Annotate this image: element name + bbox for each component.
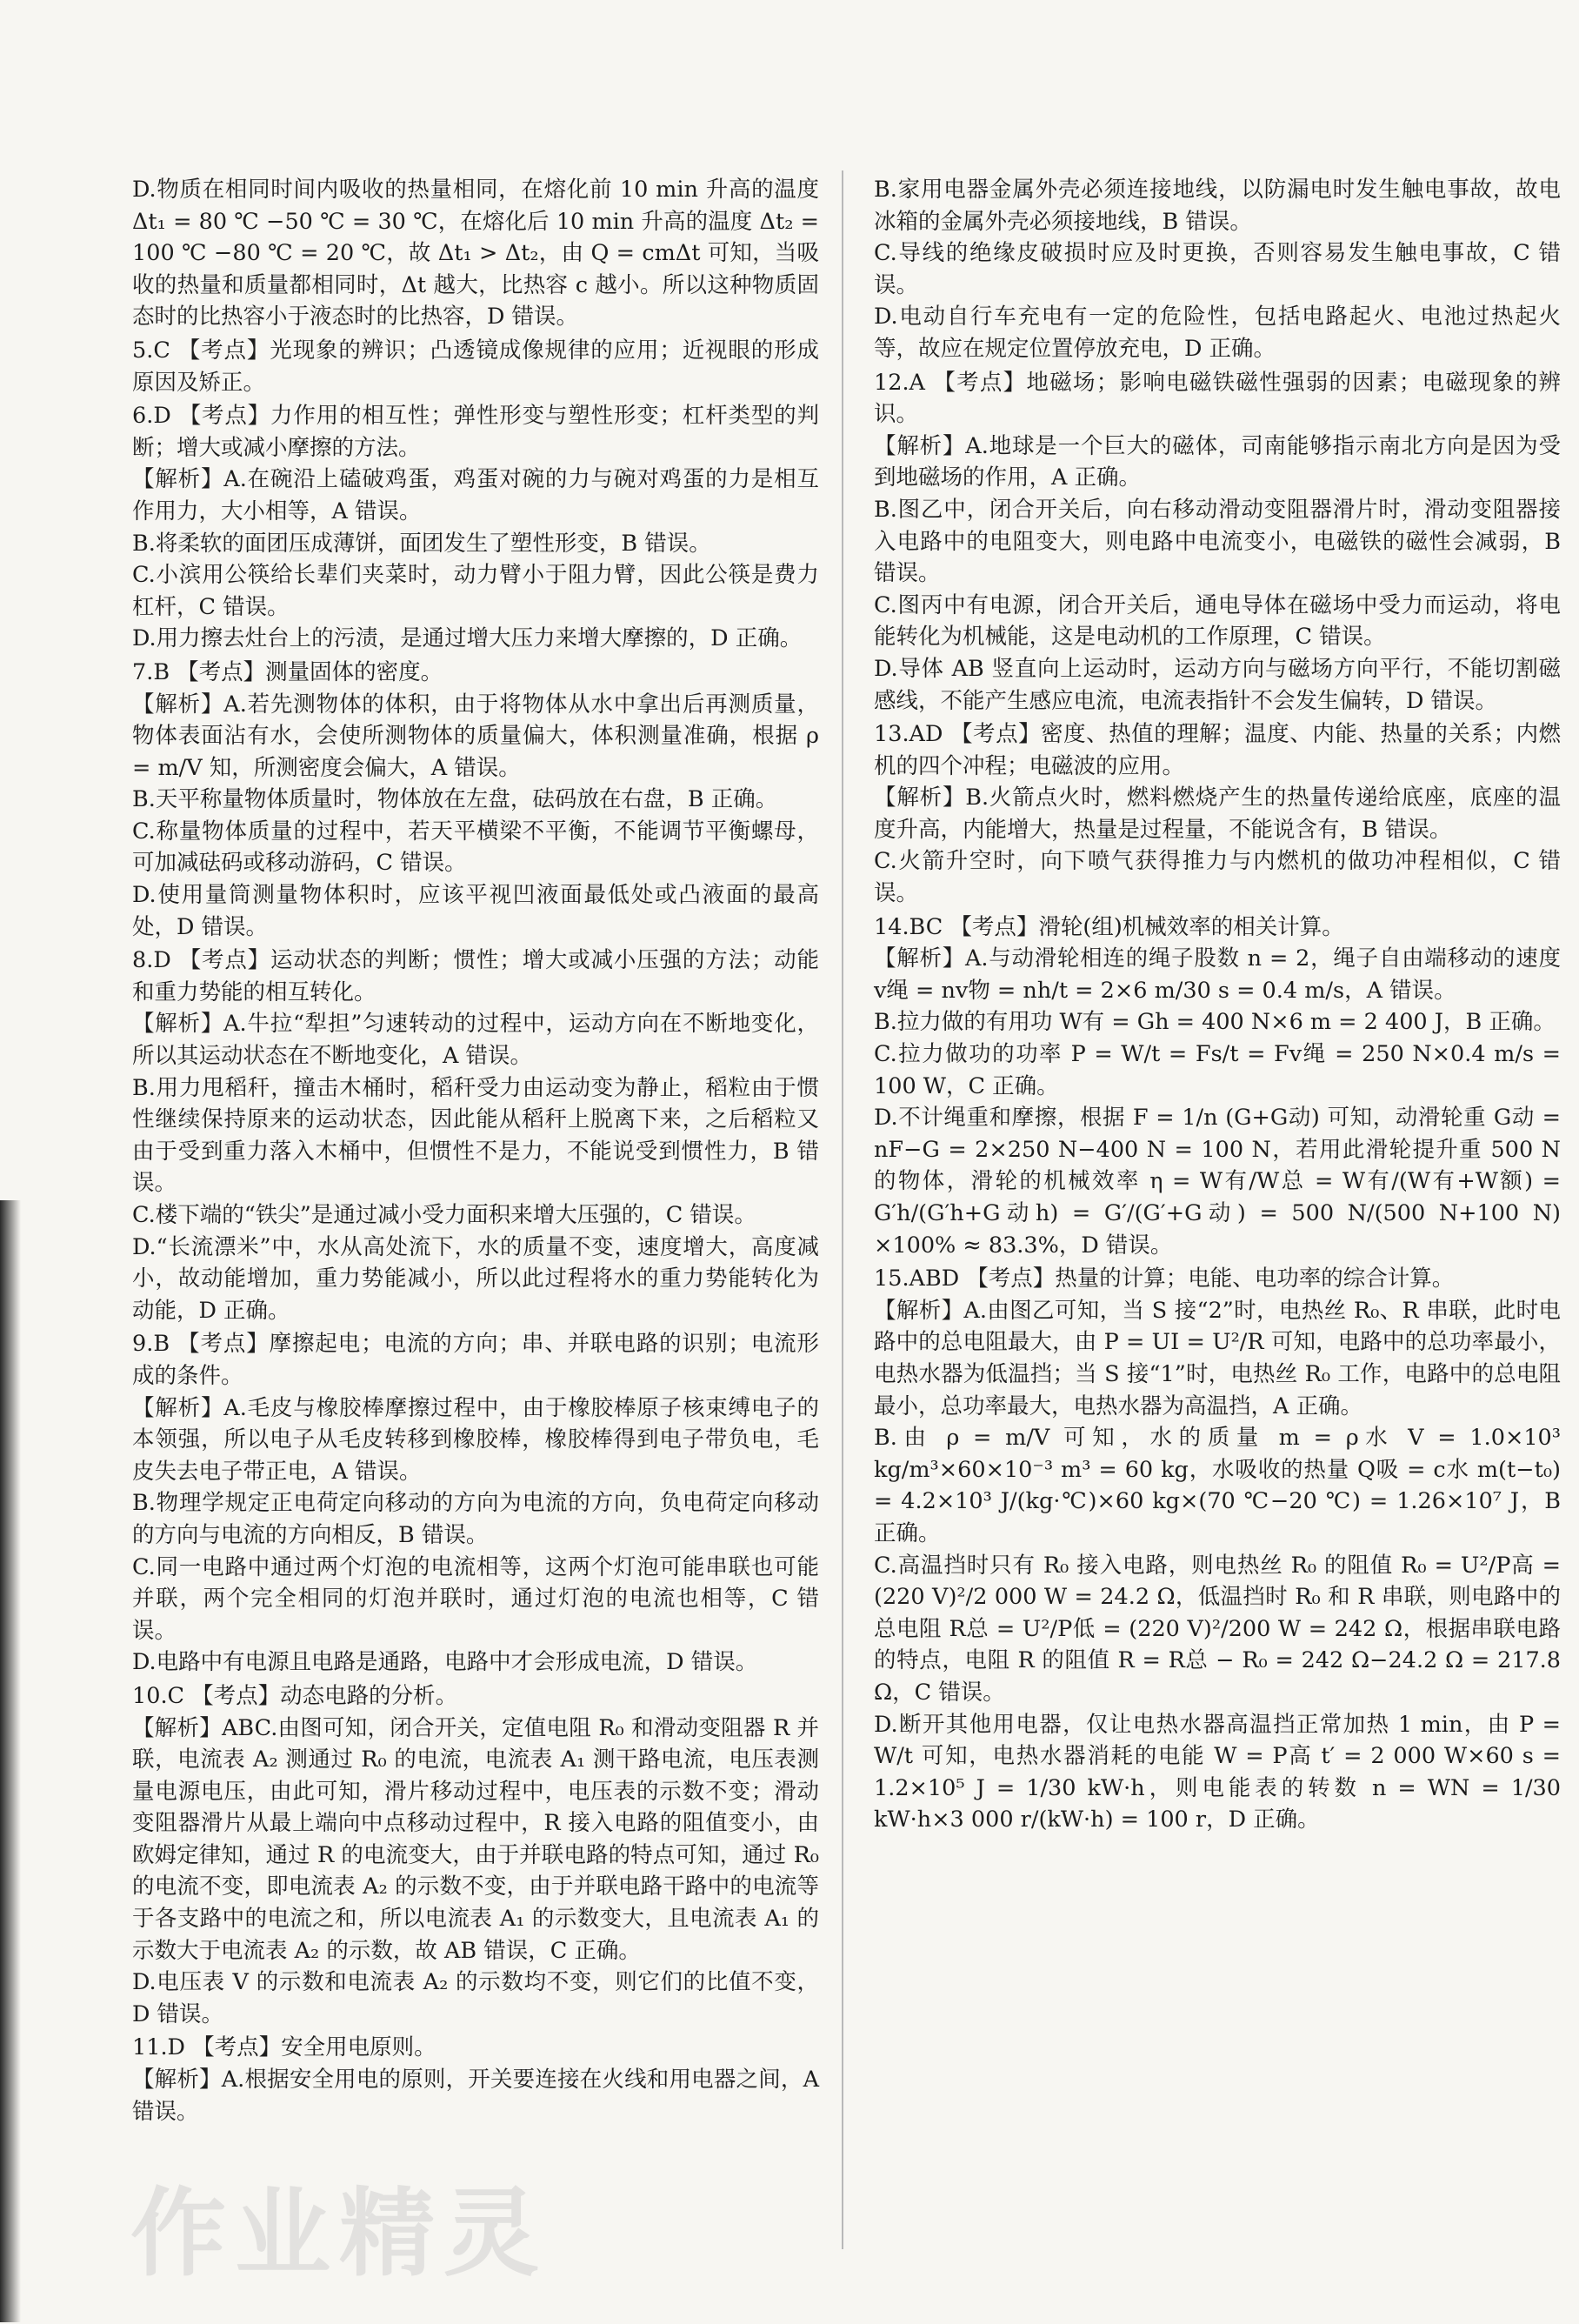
line: D.不计绳重和摩擦，根据 F = 1/n (G+G动) 可知，动滑轮重 G动 = nF−G = 2×250 N−400 N = 100 N，若用此滑轮提升重 500 N 的物体，滑轮的机械效率 η = W有/W总 = W有/(W有+W额) = G′h/(G′h+G动h) = G′/(G′+G动) = 500 N/(500 N+100 N) ×100% ≈ 83.3%，D 错误。 <box>874 1105 1561 1259</box>
answer-10: 10.C 【考点】动态电路的分析。 <box>132 1682 458 1709</box>
line: C.称量物体质量的过程中，若天平横梁不平衡，不能调节平衡螺母，可加减砝码或移动游码，C 错误。 <box>132 818 819 877</box>
answer-8: 8.D 【考点】运动状态的判断；惯性；增大或减小压强的方法；动能和重力势能的相互转化。 <box>132 947 819 1005</box>
line: D.电动自行车充电有一定的危险性，包括电路起火、电池过热起火等，故应在规定位置停放充电，D 正确。 <box>874 304 1561 362</box>
answer-7: 7.B 【考点】测量固体的密度。 <box>132 658 443 685</box>
line: D.电压表 V 的示数和电流表 A₂ 的示数均不变，则它们的比值不变，D 错误。 <box>132 1969 819 2027</box>
left-column <box>132 174 819 2127</box>
page-edge-shadow <box>0 1200 21 2322</box>
analysis: 【解析】A.在碗沿上磕破鸡蛋，鸡蛋对碗的力与碗对鸡蛋的力是相互作用力，大小相等，A 错误。 <box>132 466 819 524</box>
line: B.图乙中，闭合开关后，向右移动滑动变阻器滑片时，滑动变阻器接入电路中的电阻变大，则电路中电流变小，电磁铁的磁性会减弱，B 错误。 <box>874 496 1561 587</box>
line: B.家用电器金属外壳必须连接地线，以防漏电时发生触电事故，故电冰箱的金属外壳必须接地线，B 错误。 <box>874 177 1561 235</box>
answer-14: 14.BC 【考点】滑轮(组)机械效率的相关计算。 <box>874 913 1344 940</box>
line: B.物理学规定正电荷定向移动的方向为电流的方向，负电荷定向移动的方向与电流的方向相反，B 错误。 <box>132 1490 819 1548</box>
line: C.小滨用公筷给长辈们夹菜时，动力臂小于阻力臂，因此公筷是费力杠杆，C 错误。 <box>132 562 819 620</box>
line: B.天平称量物体质量时，物体放在左盘，砝码放在右盘，B 正确。 <box>132 786 778 813</box>
line: B.将柔软的面团压成薄饼，面团发生了塑性形变，B 错误。 <box>132 530 711 557</box>
analysis: 【解析】A.地球是一个巨大的磁体，司南能够指示南北方向是因为受到地磁场的作用，A 正确。 <box>874 432 1561 491</box>
right-column <box>874 174 1561 1836</box>
line: D.用力擦去灶台上的污渍，是通过增大压力来增大摩擦的，D 正确。 <box>132 625 803 652</box>
analysis: 【解析】B.火箭点火时，燃料燃烧产生的热量传递给底座，底座的温度升高，内能增大，热量是过程量，不能说含有，B 错误。 <box>874 785 1561 843</box>
analysis: 【解析】A.由图乙可知，当 S 接“2”时，电热丝 R₀、R 串联，此时电路中的总电阻最大，由 P = UI = U²/R 可知，电路中的总功率最小，电热水器为低温挡；当 S 接“1”时，电热丝 R₀ 工作，电路中的总电阻最小，总功率最大，电热水器为高温挡，A 正确。 <box>874 1297 1561 1419</box>
answer-9: 9.B 【考点】摩擦起电；电流的方向；串、并联电路的识别；电流形成的条件。 <box>132 1331 819 1389</box>
analysis: 【解析】ABC.由图可知，闭合开关，定值电阻 R₀ 和滑动变阻器 R 并联，电流表 A₂ 测通过 R₀ 的电流，电流表 A₁ 测干路电流，电压表测量电源电压，由此可知，滑片移动过程中，电压表的示数不变；滑动变阻器滑片从最上端向中点移动过程中，R 接入电路的阻值变小，由欧姆定律知，通过 R 的电流变大，由于并联电路的特点可知，通过 R₀ 的电流不变，即电流表 A₂ 的示数不变，由于并联电路干路中的电流等于各支路中的电流之和，所以电流表 A₁ 的示数变大，且电流表 A₁ 的示数大于电流表 A₂ 的示数，故 AB 错误，C 正确。 <box>132 1714 819 1964</box>
line: D.电路中有电源且电路是通路，电路中才会形成电流，D 错误。 <box>132 1649 758 1676</box>
line: C.拉力做功的功率 P = W/t = Fs/t = Fv绳 = 250 N×0.4 m/s = 100 W，C 正确。 <box>874 1041 1561 1099</box>
line: D.“长流漂米”中，水从高处流下，水的质量不变，速度增大，高度减小，故动能增加，重力势能减小，所以此过程将水的重力势能转化为动能，D 正确。 <box>132 1233 819 1324</box>
answer-6: 6.D 【考点】力作用的相互性；弹性形变与塑性形变；杠杆类型的判断；增大或减小摩擦的方法。 <box>132 403 819 461</box>
analysis: 【解析】A.牛拉“犁担”匀速转动的过程中，运动方向在不断地变化，所以其运动状态在不断地变化，A 错误。 <box>132 1011 819 1070</box>
line: D.断开其他用电器，仅让电热水器高温挡正常加热 1 min，由 P = W/t 可知，电热水器消耗的电能 W = P高 t′ = 2 000 W×60 s = 1.2×10⁵ J = 1/30 kW·h，则电能表的转数 n = WN = 1/30 kW·h×3 000 r/(kW·h) = 100 r，D 正确。 <box>874 1711 1561 1833</box>
answer-12: 12.A 【考点】地磁场；影响电磁铁磁性强弱的因素；电磁现象的辨识。 <box>874 369 1561 428</box>
line: C.同一电路中通过两个灯泡的电流相等，这两个灯泡可能串联也可能并联，两个完全相同的灯泡并联时，通过灯泡的电流也相等，C 错误。 <box>132 1553 819 1644</box>
line: C.火箭升空时，向下喷气获得推力与内燃机的做功冲程相似，C 错误。 <box>874 848 1561 907</box>
answer-11: 11.D 【考点】安全用电原则。 <box>132 2034 436 2061</box>
line: C.楼下端的“铁尖”是通过减小受力面积来增大压强的，C 错误。 <box>132 1202 756 1228</box>
watermark-text: 作业精灵 <box>130 2178 548 2289</box>
analysis: 【解析】A.与动滑轮相连的绳子股数 n = 2，绳子自由端移动的速度 v绳 = nv物 = nh/t = 2×6 m/30 s = 0.4 m/s，A 错误。 <box>874 945 1561 1004</box>
answer-15: 15.ABD 【考点】热量的计算；电能、电功率的综合计算。 <box>874 1266 1455 1292</box>
line: B.由 ρ = m/V 可知，水的质量 m = ρ水 V = 1.0×10³ kg/m³×60×10⁻³ m³ = 60 kg，水吸收的热量 Q吸 = c水 m(t−t₀) = 4.2×10³ J/(kg·℃)×60 kg×(70 ℃−20 ℃) = 1.26×10⁷ J，B 正确。 <box>874 1425 1561 1546</box>
column-divider <box>842 170 843 2249</box>
line: D.使用量筒测量物体积时，应该平视凹液面最低处或凸液面的最高处，D 错误。 <box>132 882 819 940</box>
line: C.高温挡时只有 R₀ 接入电路，则电热丝 R₀ 的阻值 R₀ = U²/P高 = (220 V)²/2 000 W = 24.2 Ω，低温挡时 R₀ 和 R 串联，则电路中的总电阻 R总 = U²/P低 = (220 V)²/200 W = 242 Ω，根据串联电路的特点，电阻 R 的阻值 R = R总 − R₀ = 242 Ω−24.2 Ω = 217.8 Ω，C 错误。 <box>874 1552 1561 1706</box>
line: D.物质在相同时间内吸收的热量相同，在熔化前 10 min 升高的温度 Δt₁ = 80 ℃ −50 ℃ = 30 ℃，在熔化后 10 min 升高的温度 Δt₂ = 100 ℃ −80 ℃ = 20 ℃，故 Δt₁ > Δt₂，由 Q = cmΔt 可知，当吸收的热量和质量都相同时，Δt 越大，比热容 c 越小。所以这种物质固态时的比热容小于液态时的比热容，D 错误。 <box>132 177 819 331</box>
line: B.拉力做的有用功 W有 = Gh = 400 N×6 m = 2 400 J，B 正确。 <box>874 1009 1556 1036</box>
analysis: 【解析】A.根据安全用电的原则，开关要连接在火线和用电器之间，A 错误。 <box>132 2067 819 2125</box>
answer-5: 5.C 【考点】光现象的辨识；凸透镜成像规律的应用；近视眼的形成原因及矫正。 <box>132 337 819 396</box>
line: C.图丙中有电源，闭合开关后，通电导体在磁场中受力而运动，将电能转化为机械能，这是电动机的工作原理，C 错误。 <box>874 591 1561 651</box>
answer-13: 13.AD 【考点】密度、热值的理解；温度、内能、热量的关系；内燃机的四个冲程；电磁波的应用。 <box>874 721 1561 779</box>
line: B.用力甩稻秆，撞击木桶时，稻秆受力由运动变为静止，稻粒由于惯性继续保持原来的运动状态，因此能从稻秆上脱离下来，之后稻粒又由于受到重力落入木桶中，但惯性不是力，不能说受到惯性力，B 错误。 <box>132 1074 819 1197</box>
analysis: 【解析】A.毛皮与橡胶棒摩擦过程中，由于橡胶棒原子核束缚电子的本领强，所以电子从毛皮转移到橡胶棒，橡胶棒得到电子带负电，毛皮失去电子带正电，A 错误。 <box>132 1394 819 1485</box>
line: D.导体 AB 竖直向上运动时，运动方向与磁场方向平行，不能切割磁感线，不能产生感应电流，电流表指针不会发生偏转，D 错误。 <box>874 655 1561 714</box>
line: C.导线的绝缘皮破损时应及时更换，否则容易发生触电事故，C 错误。 <box>874 240 1561 298</box>
analysis: 【解析】A.若先测物体的体积，由于将物体从水中拿出后再测质量，物体表面沾有水，会使所测物体的质量偏大，体积测量准确，根据 ρ = m/V 知，所测密度会偏大，A 错误。 <box>132 691 819 781</box>
